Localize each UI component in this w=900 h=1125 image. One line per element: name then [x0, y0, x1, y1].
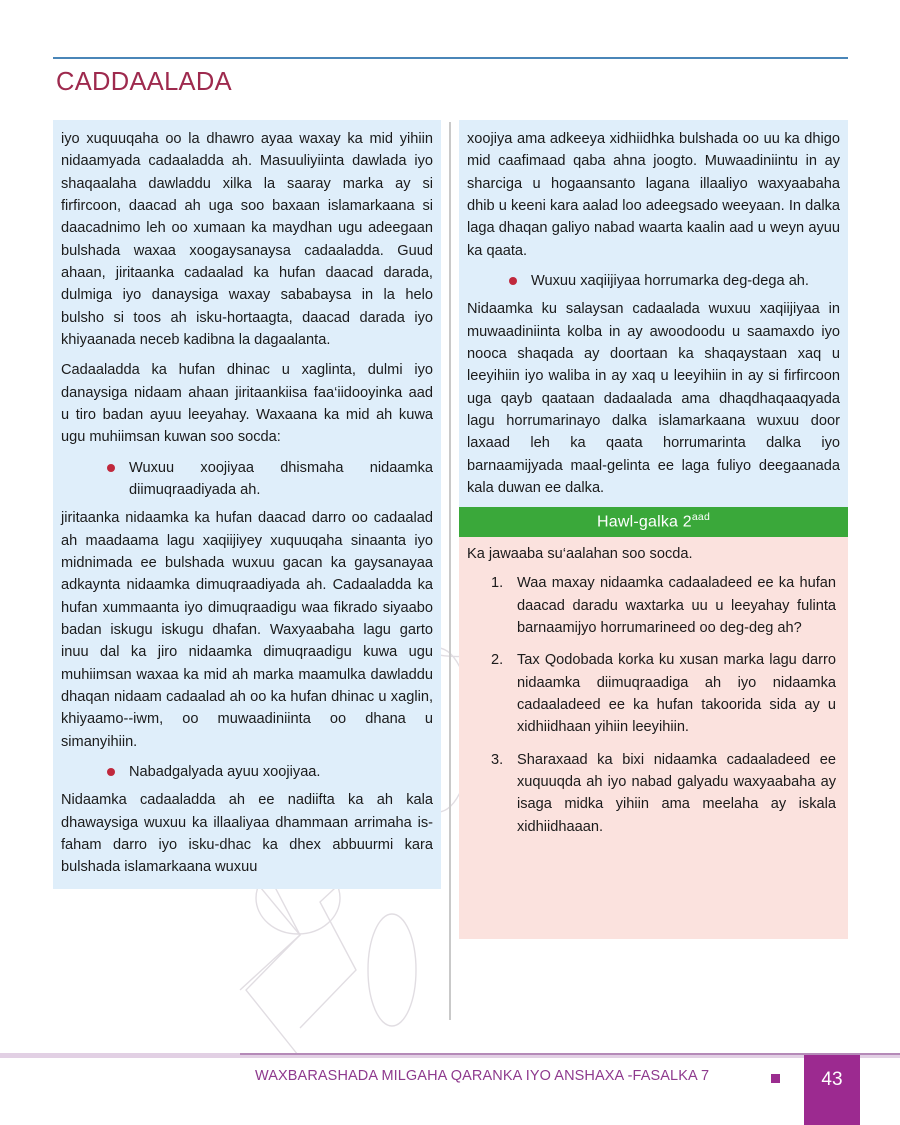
activity-box: [459, 507, 848, 938]
list-item: Tax Qodobada korka ku xusan marka lagu darro nidaamka diimuqraadiga ah iyo nidaamka cadaaladeed ee ka hufan takoorida sida ay u xidhiidhaan yihiin leeyihiin.: [517, 652, 836, 736]
paragraph: Nidaamka cadaaladda ah ee nadiifta ka ah kala dhawaysiga wuxuu ka illaaliyaa dhammaan arrimaha is-faham darro iyo isku-dhac ka dhex abbuurmi kara bulshada islamarkaana wuxuu: [61, 792, 433, 876]
activity-body: [459, 537, 848, 939]
activity-instruction: Ka jawaaba su‘aalahan soo socda.: [467, 545, 693, 562]
footer-rule-accent: [240, 1053, 900, 1055]
column-divider: [449, 122, 451, 1020]
paragraph: xoojiya ama adkeeya xidhiidhka bulshada oo uu ka dhigo mid caafimaad qaba ahna joogto. Muwaadiniintu in ay sharciga u hogaansanto lagana illaaliyo waxyaabaha dhib u keeni kara aalad loo adeegsado weeyaan. In dalka laga dhaqan galiyo nabad waarta kaalin aad u weyn ayuu ka qaata.: [467, 131, 840, 259]
list-item-label: Wuxuu xoojiyaa dhismaha nidaamka diimuqraadiyada ah.: [129, 459, 433, 498]
paragraph: jiritaanka nidaamka ka hufan daacad darro oo cadaalad ah maadaama lagu xaqiijiyey xuquuqaha sinaanta iyo midnimada ee bulshada wuxuu gacan ka gaysanayaa adkaynta nidaamka dimuqraadiyada ah. Cadaaladda ka hufan xummaanta iyo dimuqraadigu waa fikrado siyaabo badan iskugu iskugu dhafan. Waxyaabaha lagu garto inuu dal ka jiro nidaamka dimuqraadigu kuwa ugu muhiimsan waxaa ka mid ah marka maamulka dawladdu dhaqan nidaam cadaalad ah oo ka hufan dhinac u xaglin, khiyaamo--iwm, oo muwaadiniinta oo dhana u simanyihiin.: [61, 510, 433, 750]
bullet-dot-icon: [107, 464, 115, 472]
bullet-list: [61, 457, 433, 502]
list-item: [509, 270, 844, 292]
list-item: Sharaxaad ka bixi nidaamka cadaaladeed ee xuquuqda ah iyo nabad galyadu waxyaabaha ay isaga midka yihiin ama meelaha ay iskala xidhiidhaaan.: [517, 751, 836, 835]
right-text-column: [459, 120, 848, 939]
bullet-dot-icon: [107, 768, 115, 776]
paragraph: Nidaamka ku salaysan cadaalada wuxuu xaqiijiyaa in muwaadiniinta kolba in ay awoodoodu u saamaxdo iyo nooca shaqada ay doortaan ka shaqaystaan xaq u leeyihiin iyo waliba in ay xaq u leeyihiin in ay si firfircoon uga qayb qaataan dadaalada ama dhaqdhaqaaqyada lagu horrumarinayo dalka islamarkaana wuxuu door laxaad leh ka qaata horrumarinta dalka iyo barnaamijyada maal-gelinta ee laga fuliyo deegaanada kala duwan ee dalka.: [467, 301, 840, 496]
footer-title: WAXBARASHADA MILGAHA QARANKA IYO ANSHAXA -FASALKA 7: [255, 1068, 710, 1084]
page-number-badge: [804, 1055, 860, 1125]
bullet-list: [463, 270, 844, 292]
list-item: [107, 761, 433, 783]
list-item: [107, 457, 433, 502]
page-title: CADDAALADA: [56, 68, 232, 96]
header-rule: [53, 57, 848, 59]
bullet-dot-icon: [509, 277, 517, 285]
activity-header: [459, 507, 848, 536]
list-item-label: Nabadgalyada ayuu xoojiyaa.: [129, 763, 321, 780]
paragraph: Cadaaladda ka hufan dhinac u xaglinta, dulmi iyo danaysiga nidaam ahaan jiritaankiisa faa‘iidooyinka aad u tiro badan ayuu leeyahay. Waxaana ka mid ah kuwa ugu muhiimsan kuwan soo socda:: [61, 362, 433, 446]
activity-header-label: Hawl-galka 2: [596, 513, 692, 531]
list-item: Waa maxay nidaamka cadaaladeed ee ka hufan daacad daradu waxtarka uu u leeyahay fulinta barnaamijyo horrumarineed oo deg-deg ah?: [517, 575, 836, 637]
paragraph: iyo xuquuqaha oo la dhawro ayaa waxay ka mid yihiin nidaamyada cadaaladda ah. Masuuliyiinta dawlada iyo shaqaalaha dawladdu xilka la saaray marka ay si firfircoon, daacad ah uga soo baxaan islamarkaana si daacadnimo leh oo xumaan ka maydhan ugu adeegaan bulshada waxaa xoogaysanaysa cadaaladda. Guud ahaan, jiritaanka cadaalad ka hufan daacad darada, dulmiga iyo danaysiga waxay sababaysa in la helo bulsho si toos ah isku-hortaagta, daacad darada iyo khiyaanada neceb kadibna la dagaalanta.: [61, 131, 433, 348]
left-text-column: [53, 120, 441, 889]
question-list: [467, 572, 840, 838]
activity-header-superscript: aad: [691, 511, 710, 524]
page-number-label: 43: [821, 1069, 843, 1090]
bullet-list: [61, 761, 433, 783]
list-item-label: Wuxuu xaqiijiyaa horrumarka deg-dega ah.: [531, 272, 809, 289]
footer-square-icon: [771, 1074, 780, 1083]
